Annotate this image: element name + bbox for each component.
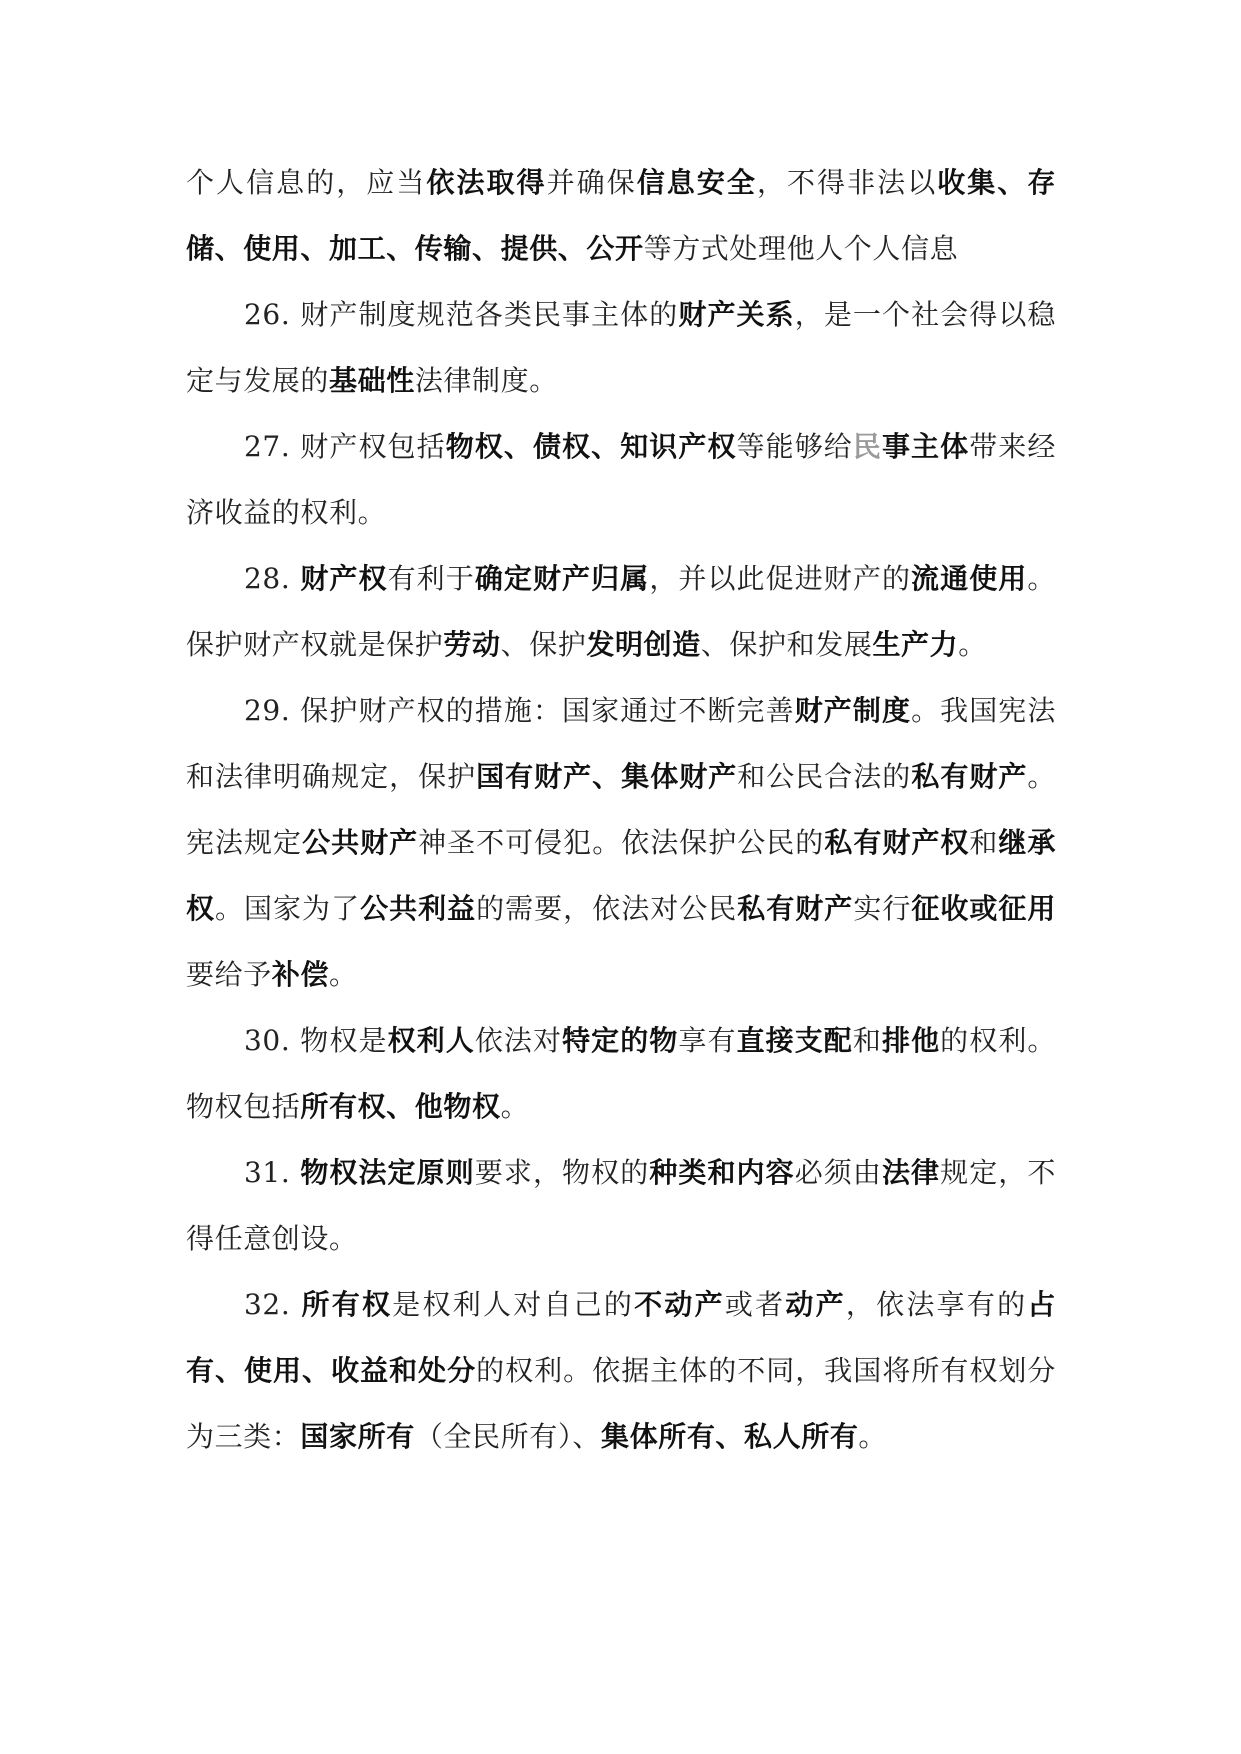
- text-segment: 。国家为了: [215, 892, 361, 925]
- text-segment: 依法对: [474, 1024, 563, 1057]
- bold-term: 继承权: [186, 826, 1057, 925]
- text-segment: 的需要，依法对公民: [476, 892, 738, 925]
- text-segment: 和: [852, 1024, 882, 1057]
- text-segment: 的权利。物权包括: [186, 1024, 1056, 1123]
- text-segment: 规定，不得任意创设。: [186, 1156, 1056, 1255]
- paragraph: [186, 678, 1056, 1008]
- text-segment: 28.: [244, 562, 301, 595]
- bold-term: 确定财产归属: [474, 562, 650, 595]
- paragraph: [186, 1140, 1056, 1272]
- bold-term: 基础性: [329, 364, 415, 397]
- bold-term: 占有、使用、收益和处分: [186, 1288, 1056, 1387]
- bold-term: 动产: [785, 1288, 846, 1321]
- text-segment: 、保护: [500, 628, 587, 661]
- bold-term: 集体所有、私人所有: [601, 1420, 859, 1453]
- text-segment: （全民所有）、: [414, 1420, 602, 1453]
- bold-term: 流通使用: [911, 562, 1028, 595]
- text-segment: 必须由: [794, 1156, 882, 1189]
- bold-term: 所有权: [301, 1288, 393, 1321]
- bold-term: 民: [852, 430, 882, 463]
- text-segment: 带来经济收益的权利。: [186, 430, 1056, 529]
- text-segment: 31.: [244, 1156, 301, 1189]
- bold-term: 法律: [881, 1156, 941, 1189]
- paragraph: [186, 1008, 1056, 1140]
- paragraph: [186, 1272, 1056, 1470]
- bold-term: 私有财产: [911, 760, 1028, 793]
- text-segment: 。: [329, 958, 358, 991]
- bold-term: 征收或征用: [911, 892, 1056, 925]
- text-segment: 、保护和发展: [700, 628, 873, 661]
- text-segment: 26. 财产制度规范各类民事主体的: [244, 298, 679, 331]
- paragraph: [186, 546, 1056, 678]
- text-segment: 29. 保护财产权的措施：国家通过不断完善: [244, 694, 795, 727]
- bold-term: 依法取得: [426, 166, 547, 199]
- bold-term: 公共财产: [302, 826, 419, 859]
- bold-term: 私有财产: [737, 892, 854, 925]
- text-segment: 。: [958, 628, 987, 661]
- text-segment: 个人信息的，应当: [186, 166, 427, 199]
- text-segment: 和公民合法的: [737, 760, 912, 793]
- bold-term: 收集、存储、使用、加工、传输、提供、公开: [186, 166, 1056, 265]
- text-segment: 的权利。依据主体的不同，我国将所有权划分为三类：: [186, 1354, 1056, 1453]
- bold-term: 补偿: [271, 958, 330, 991]
- text-segment: ，依法享有的: [845, 1288, 1028, 1321]
- bold-term: 不动产: [634, 1288, 725, 1321]
- text-segment: ，不得非法以: [756, 166, 938, 199]
- bold-term: 财产关系: [678, 298, 795, 331]
- paragraph: [186, 414, 1056, 546]
- text-segment: 法律制度。: [414, 364, 558, 397]
- bold-term: 特定的物: [562, 1024, 679, 1057]
- bold-term: 劳动: [443, 628, 501, 661]
- bold-term: 物权、债权、知识产权: [445, 430, 737, 463]
- paragraph: [186, 150, 1056, 282]
- text-segment: 实行: [853, 892, 912, 925]
- text-segment: 或者: [724, 1288, 786, 1321]
- text-segment: 。宪法规定: [186, 760, 1056, 859]
- document-body: [186, 150, 1056, 1470]
- bold-term: 排他: [881, 1024, 941, 1057]
- text-segment: 30. 物权是: [244, 1024, 388, 1057]
- bold-term: 国有财产、集体财产: [476, 760, 738, 793]
- text-segment: 。: [858, 1420, 888, 1453]
- bold-term: 所有权、他物权: [300, 1090, 501, 1123]
- bold-term: 公共利益: [360, 892, 477, 925]
- bold-term: 财产权: [300, 562, 388, 595]
- bold-term: 国家所有: [300, 1420, 415, 1453]
- text-segment: 。我国宪法和法律明确规定，保护: [186, 694, 1056, 793]
- text-segment: 要求，物权的: [474, 1156, 650, 1189]
- text-segment: 有利于: [387, 562, 475, 595]
- text-segment: 是权利人对自己的: [392, 1288, 635, 1321]
- bold-term: 种类和内容: [649, 1156, 795, 1189]
- text-segment: 。: [500, 1090, 530, 1123]
- text-segment: ，是一个社会得以稳定与发展的: [186, 298, 1056, 397]
- bold-term: 直接支配: [736, 1024, 853, 1057]
- bold-term: 权利人: [387, 1024, 475, 1057]
- bold-term: 物权法定原则: [300, 1156, 475, 1189]
- text-segment: 27. 财产权包括: [244, 430, 446, 463]
- text-segment: 并确保: [546, 166, 637, 199]
- text-segment: 等能够给: [736, 430, 853, 463]
- bold-term: 信息安全: [636, 166, 757, 199]
- text-segment: 和: [969, 826, 999, 859]
- text-segment: 神圣不可侵犯。依法保护公民的: [418, 826, 825, 859]
- bold-term: 事主体: [881, 430, 970, 463]
- text-segment: ，并以此促进财产的: [649, 562, 912, 595]
- bold-term: 私有财产权: [824, 826, 970, 859]
- text-segment: 32.: [244, 1288, 302, 1321]
- paragraph: [186, 282, 1056, 414]
- text-segment: 享有: [678, 1024, 737, 1057]
- bold-term: 财产制度: [794, 694, 912, 727]
- text-segment: 等方式处理他人个人信息: [643, 232, 959, 265]
- text-segment: 。保护财产权就是保护: [186, 562, 1056, 661]
- bold-term: 发明创造: [586, 628, 701, 661]
- bold-term: 生产力: [872, 628, 959, 661]
- text-segment: 要给予: [186, 958, 272, 991]
